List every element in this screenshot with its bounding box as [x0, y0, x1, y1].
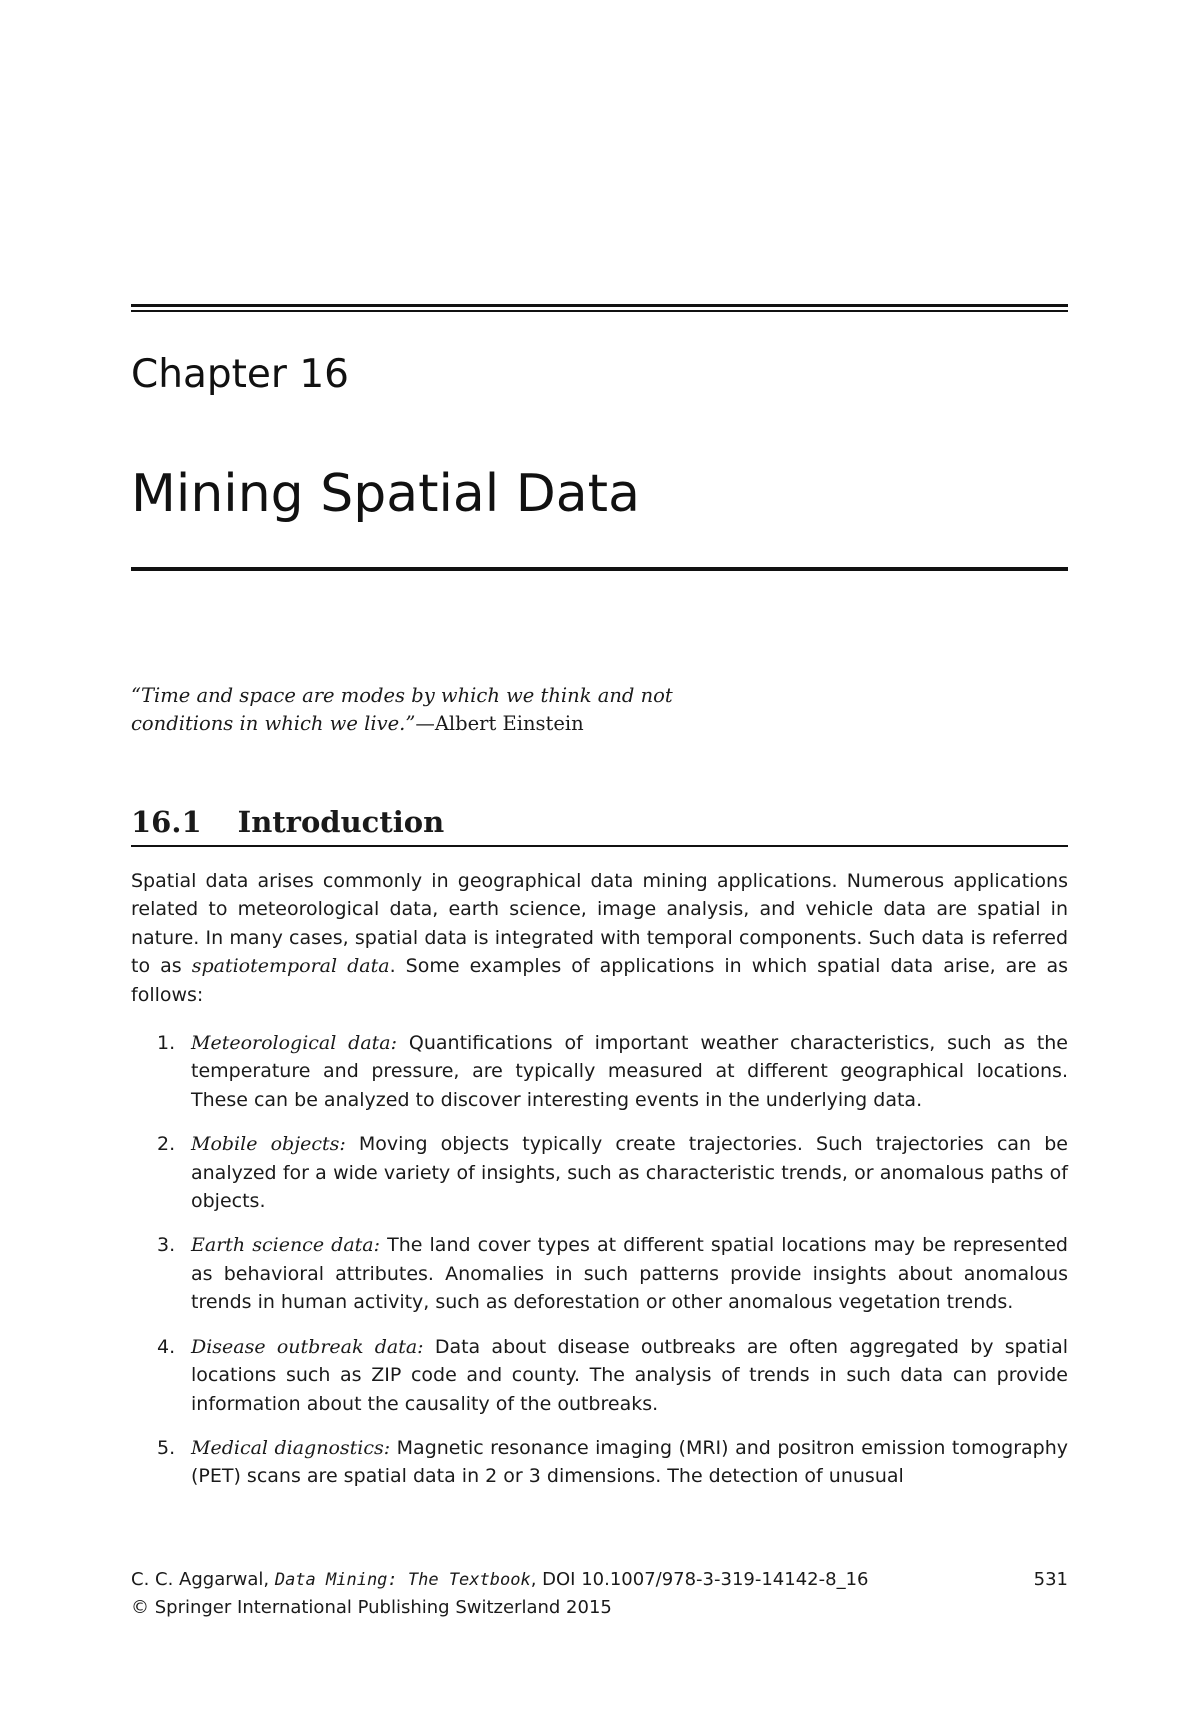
list-item-number: 5. — [157, 1436, 176, 1459]
intro-text-part1: Spatial data arises commonly in geographical data mining applications. Numerous applications related to meteorological data, earth science, image analysis, and vehicle data are spatial in nature. In many cases, spatial data is integrated with temporal components. Such data is referred to as — [131, 870, 1068, 978]
page-number: 531 — [1033, 1569, 1068, 1590]
section-body — [131, 867, 1068, 1507]
list-item-text: Moving objects typically create trajectories. Such trajectories can be analyzed for a wide variety of insights, such as characteristic trends, or anomalous paths of objects. — [191, 1133, 1068, 1213]
chapter-title: Mining Spatial Data — [131, 464, 640, 524]
page-footer — [131, 1566, 1068, 1622]
list-item-number: 1. — [157, 1032, 176, 1055]
applications-list — [131, 1029, 1068, 1491]
citation — [131, 1566, 868, 1594]
epigraph-attribution: —Albert Einstein — [415, 712, 584, 735]
intro-emphasis: spatiotemporal data — [191, 955, 390, 978]
section-title: Introduction — [237, 805, 445, 839]
chapter-top-rule-thin — [131, 310, 1068, 312]
epigraph-quote-line1: “Time and space are modes by which we think and not — [131, 684, 673, 707]
list-item-number: 2. — [157, 1133, 176, 1156]
list-item-number: 4. — [157, 1335, 176, 1358]
list-item — [131, 1434, 1068, 1491]
intro-text-part2: . Some examples of applications in which spatial data arise, are as follows: — [131, 955, 1068, 1006]
list-item-text: The land cover types at different spatial locations may be represented as behavioral attributes. Anomalies in such patterns provide insights about anomalous trends in human activity, such as deforestation or other anomalous vegetation trends. — [191, 1234, 1068, 1314]
list-item — [131, 1130, 1068, 1215]
list-item-number: 3. — [157, 1234, 176, 1257]
citation-book: Data Mining: The Textbook — [274, 1570, 531, 1590]
list-item-term: Medical diagnostics: — [191, 1436, 391, 1459]
copyright: © Springer International Publishing Switzerland 2015 — [131, 1597, 612, 1618]
section-number: 16.1 — [131, 805, 202, 839]
citation-author: C. C. Aggarwal, — [131, 1569, 275, 1590]
list-item — [131, 1333, 1068, 1418]
list-item-text: Magnetic resonance imaging (MRI) and positron emission tomography (PET) scans are spatial data in 2 or 3 dimensions. The detection of unusual — [191, 1436, 1068, 1488]
list-item-text: Quantifications of important weather characteristics, such as the temperature and pressure, are typically measured at different geographical locations. These can be analyzed to discover interesting events in the underlying data. — [191, 1032, 1069, 1111]
chapter-bottom-rule — [131, 567, 1068, 571]
list-item-term: Mobile objects: — [191, 1133, 346, 1156]
list-item-term: Disease outbreak data: — [191, 1335, 424, 1358]
intro-paragraph — [131, 867, 1068, 1009]
epigraph-quote-line2: conditions in which we live.” — [131, 712, 416, 735]
chapter-label: Chapter 16 — [131, 352, 349, 397]
citation-doi: , DOI 10.1007/978-3-319-14142-8_16 — [530, 1569, 869, 1590]
list-item-term: Meteorological data: — [191, 1032, 398, 1055]
list-item — [131, 1231, 1068, 1316]
list-item — [131, 1029, 1068, 1114]
list-item-text: Data about disease outbreaks are often aggregated by spatial locations such as ZIP code and county. The analysis of trends in such data can provide information about the causality of the outbreaks. — [191, 1335, 1069, 1415]
list-item-term: Earth science data: — [191, 1234, 381, 1257]
chapter-top-rule — [131, 304, 1068, 307]
epigraph — [131, 682, 751, 738]
section-heading — [131, 805, 1068, 847]
